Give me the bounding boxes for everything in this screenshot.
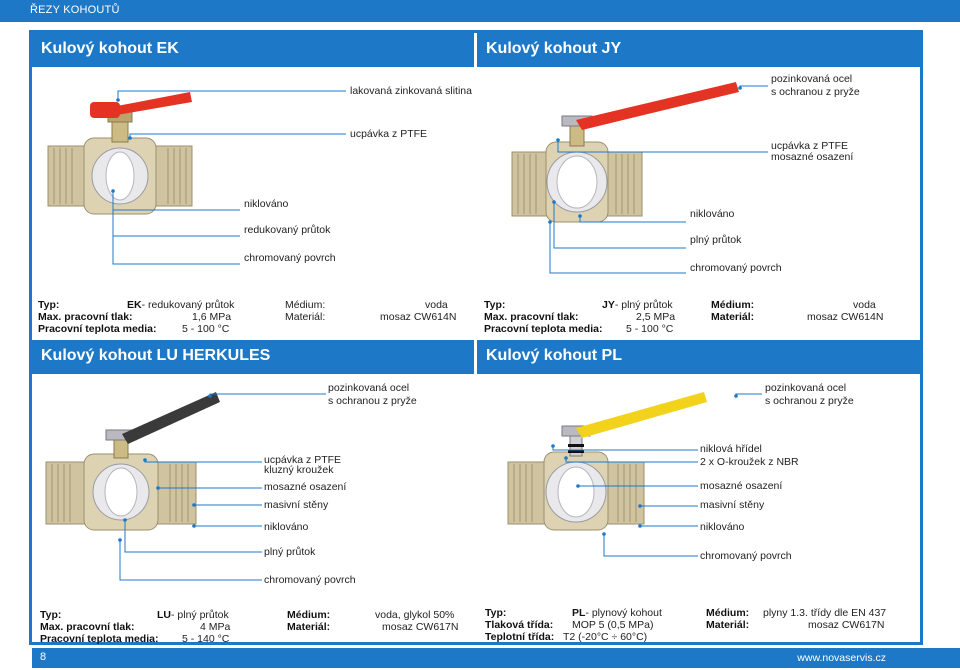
title-jy: Kulový kohout JY [486, 40, 622, 57]
spec-ek-tlak-label: Max. pracovní tlak: [38, 311, 133, 323]
spec-pl-material-value: mosaz CW617N [808, 619, 885, 631]
spec-ek-medium-value: voda [425, 299, 448, 311]
spec-pl-medium-label: Médium: [706, 607, 750, 619]
spec-ek-material-label: Materiál: [285, 311, 326, 323]
page-number: 8 [40, 651, 47, 663]
spec-jy-teplota-value: 5 - 100 °C [626, 323, 674, 335]
spec-jy-teplota-label: Pracovní teplota media: [484, 323, 603, 335]
title-band-ek [32, 33, 474, 67]
title-band-pl [477, 340, 920, 374]
spec-jy-material-value: mosaz CW614N [807, 311, 884, 323]
label-lu-walls: masivní stěny [264, 499, 329, 511]
label-lu-steel: pozinkovaná ocel [328, 382, 410, 394]
spec-pl-tlak-label: Tlaková třída: [485, 619, 554, 631]
label-pl-nickel: niklováno [700, 521, 745, 533]
label-pl-shaft: niklová hřídel [700, 443, 762, 455]
label-pl-walls: masivní stěny [700, 499, 765, 511]
label-pl-chrome: chromovaný povrch [700, 550, 792, 562]
spec-pl-teplota-value: T2 (-20°C ÷ 60°C) [563, 631, 648, 643]
spec-jy-typ-value: JY- plný průtok [602, 299, 673, 311]
label-jy-chrome: chromovaný povrch [690, 262, 782, 274]
spec-ek-teplota-value: 5 - 100 °C [182, 323, 230, 335]
label-lu-flow: plný průtok [264, 546, 316, 558]
title-ek: Kulový kohout EK [41, 40, 179, 57]
valve-illustration-pl [504, 384, 724, 534]
spec-pl-typ-label: Typ: [485, 607, 507, 619]
section-title: ŘEZY KOHOUTŮ [30, 4, 120, 16]
label-jy-steel: pozinkovaná ocel [771, 73, 853, 85]
label-jy-flow: plný průtok [690, 234, 742, 246]
spec-ek-typ-value: EK- redukovaný průtok [127, 299, 235, 311]
spec-lu-material-value: mosaz CW617N [382, 621, 459, 633]
spec-ek-material-value: mosaz CW614N [380, 311, 457, 323]
title-band-lu [32, 340, 474, 374]
footer-bar [32, 648, 894, 668]
label-lu-nickel: niklováno [264, 521, 309, 533]
spec-jy-tlak-value: 2,5 MPa [636, 311, 676, 323]
label-lu-ring: kluzný kroužek [264, 464, 334, 476]
spec-pl-teplota-label: Teplotní třída: [485, 631, 555, 643]
spec-jy-material-label: Materiál: [711, 311, 755, 323]
spec-lu-tlak-label: Max. pracovní tlak: [40, 621, 135, 633]
website-link[interactable]: www.novaservis.cz [797, 652, 886, 664]
spec-ek-medium-label: Médium: [285, 299, 326, 311]
spec-lu-teplota-label: Pracovní teplota media: [40, 633, 159, 645]
spec-lu-typ-label: Typ: [40, 609, 62, 621]
valve-illustration-ek [40, 86, 200, 221]
valve-illustration-jy [506, 76, 746, 226]
spec-ek-teplota-label: Pracovní teplota media: [38, 323, 157, 335]
label-jy-nickel: niklováno [690, 208, 735, 220]
valve-illustration-lu [40, 386, 240, 536]
label-pl-oring: 2 x O-kroužek z NBR [700, 456, 799, 468]
spec-jy-medium-value: voda [853, 299, 876, 311]
spec-pl-tlak-value: MOP 5 (0,5 MPa) [572, 619, 654, 631]
label-lu-seal: ucpávka z PTFE [264, 454, 342, 466]
label-ek-nickel: niklováno [244, 198, 289, 210]
label-lu-rubber: s ochranou z pryže [328, 395, 417, 407]
section-header-bar [0, 0, 960, 22]
label-ek-flow: redukovaný průtok [244, 224, 331, 236]
spec-lu-tlak-value: 4 MPa [200, 621, 231, 633]
label-lu-brass: mosazné osazení [264, 481, 347, 493]
title-pl: Kulový kohout PL [486, 347, 622, 364]
title-band-jy [477, 33, 920, 67]
spec-jy-medium-label: Médium: [711, 299, 755, 311]
label-ek-material: lakovaná zinkovaná slitina [350, 85, 472, 97]
spec-lu-material-label: Materiál: [287, 621, 331, 633]
spec-lu-medium-value: voda, glykol 50% [375, 609, 455, 621]
label-jy-rubber: s ochranou z pryže [771, 86, 860, 98]
label-ek-seal: ucpávka z PTFE [350, 128, 428, 140]
spec-ek-tlak-value: 1,6 MPa [192, 311, 232, 323]
spec-jy-typ-label: Typ: [484, 299, 506, 311]
title-lu: Kulový kohout LU HERKULES [41, 347, 271, 364]
spec-lu-medium-label: Médium: [287, 609, 331, 621]
spec-pl-typ-value: PL- plynový kohout [572, 607, 662, 619]
spec-pl-material-label: Materiál: [706, 619, 750, 631]
label-jy-seal: ucpávka z PTFE [771, 140, 849, 152]
spec-lu-teplota-value: 5 - 140 °C [182, 633, 230, 645]
label-pl-rubber: s ochranou z pryže [765, 395, 854, 407]
label-lu-chrome: chromovaný povrch [264, 574, 356, 586]
spec-pl-medium-value: plyny 1.3. třídy dle EN 437 [763, 607, 887, 619]
label-pl-steel: pozinkovaná ocel [765, 382, 847, 394]
spec-jy-tlak-label: Max. pracovní tlak: [484, 311, 579, 323]
label-pl-brass: mosazné osazení [700, 480, 783, 492]
spec-lu-typ-value: LU- plný průtok [157, 609, 229, 621]
label-jy-brass: mosazné osazení [771, 151, 854, 163]
footer-bar-extension [894, 648, 960, 668]
spec-ek-typ-label: Typ: [38, 299, 60, 311]
label-ek-chrome: chromovaný povrch [244, 252, 336, 264]
